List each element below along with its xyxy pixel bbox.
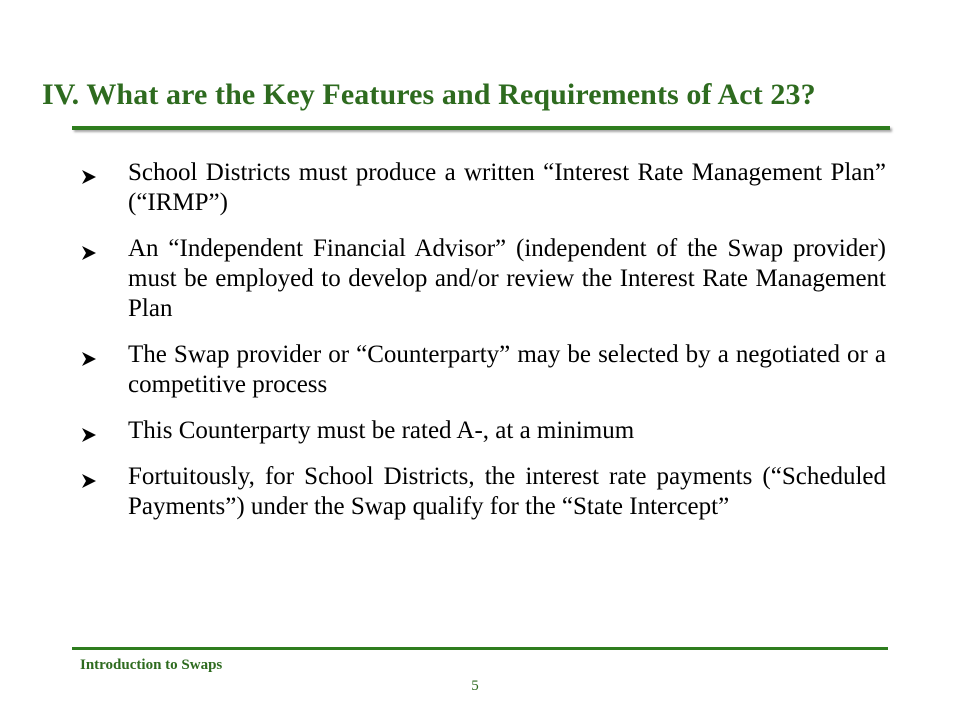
bullet-text: This Counterparty must be rated A-, at a minimum (128, 417, 635, 444)
arrow-bullet-icon (82, 158, 128, 184)
arrow-bullet-icon (82, 234, 128, 260)
page-number: 5 (471, 678, 479, 694)
bullet-list (82, 158, 886, 538)
footer-label: Introduction to Swaps (80, 657, 223, 673)
bullet-text: Fortuitously, for School Districts, the interest rate payments (“Scheduled Payments”) under the Swap qualify for the “State Intercept” (128, 463, 886, 520)
list-item (82, 340, 886, 400)
list-item (82, 158, 886, 218)
bullet-text: School Districts must produce a written “Interest Rate Management Plan” (“IRMP”) (128, 159, 886, 216)
list-item (82, 416, 886, 446)
list-item (82, 234, 886, 324)
slide-title: IV. What are the Key Features and Requirements of Act 23? (42, 78, 816, 111)
bullet-text: The Swap provider or “Counterparty” may be selected by a negotiated or a competitive process (128, 341, 886, 398)
bullet-text: An “Independent Financial Advisor” (independent of the Swap provider) must be employed to develop and/or review the Interest Rate Management Plan (128, 235, 886, 322)
arrow-bullet-icon (82, 462, 128, 488)
footer-divider (72, 647, 888, 650)
title-divider (72, 126, 890, 130)
arrow-bullet-icon (82, 340, 128, 366)
list-item (82, 462, 886, 522)
arrow-bullet-icon (82, 416, 128, 442)
